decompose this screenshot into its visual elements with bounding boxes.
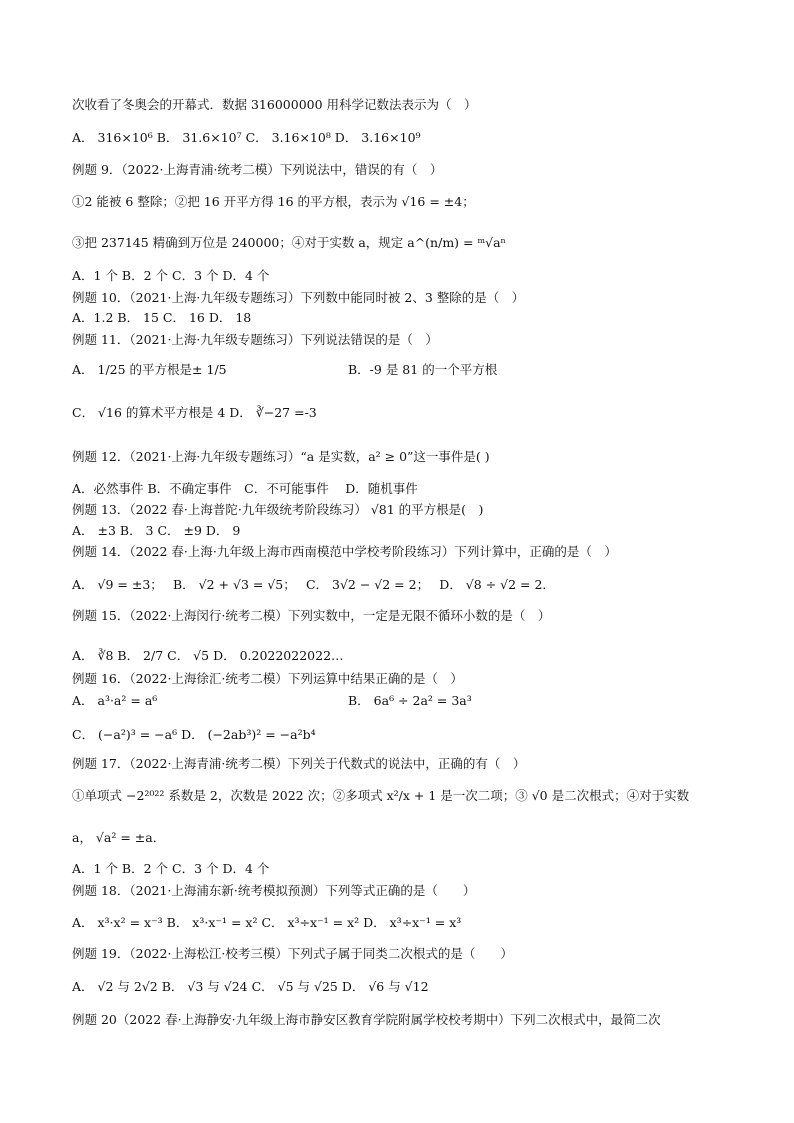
- text-line: 例题 16．（2022·上海徐汇·统考二模）下列运算中结果正确的是（ ）: [72, 671, 463, 686]
- text-line: C． √16 的算术平方根是 4 D． ∛−27 =-3: [72, 405, 317, 420]
- text-line: ①单项式 −2²⁰²² 系数是 2，次数是 2022 次；②多项式 x²/x + 1 是一次二项；③ √0 是二次根式；④对于实数: [72, 788, 690, 803]
- text-line: a， √a² = ±a．: [72, 830, 166, 845]
- text-line: A． 316×10⁶ B． 31.6×10⁷ C． 3.16×10⁸ D． 3.16×10⁹: [72, 130, 421, 145]
- text-line: 例题 12．（2021·上海·九年级专题练习）“a 是实数，a² ≥ 0”这一事件是( ): [72, 449, 490, 464]
- text-line: 例题 14．（2022 春·上海·九年级上海市西南模范中学校考阶段练习）下列计算中，正确的是（ ）: [72, 544, 617, 559]
- text-line: 例题 13．（2022 春·上海普陀·九年级统考阶段练习） √81 的平方根是( ): [72, 502, 484, 517]
- text-line: A．1 个 B．2 个 C．3 个 D．4 个: [72, 861, 270, 876]
- text-line: A． √2 与 2√2 B． √3 与 √24 C． √5 与 √25 D． √6 与 √12: [72, 979, 429, 994]
- text-line: A．必然事件 B．不确定事件 C．不可能事件 D．随机事件: [72, 481, 418, 496]
- text-line: B． 6a⁶ ÷ 2a² = 3a³: [348, 693, 472, 708]
- text-line: 例题 20（2022 春·上海静安·九年级上海市静安区教育学院附属学校校考期中）下列二次根式中，最简二次: [72, 1012, 661, 1027]
- text-line: A． √9 = ±3； B． √2 + √3 = √5； C． 3√2 − √2 = 2； D． √8 ÷ √2 = 2．: [72, 577, 555, 592]
- text-line: B．-9 是 81 的一个平方根: [348, 362, 498, 377]
- text-line: 例题 9．（2022·上海青浦·统考二模）下列说法中，错误的有（ ）: [72, 162, 443, 177]
- text-line: C． (−a²)³ = −a⁶ D． (−2ab³)² = −a²b⁴: [72, 727, 316, 742]
- text-line: A．1 个 B．2 个 C．3 个 D．4 个: [72, 268, 270, 283]
- text-line: 次收看了冬奥会的开幕式．数据 316000000 用科学记数法表示为（ ）: [72, 97, 477, 112]
- text-line: 例题 10．（2021·上海·九年级专题练习）下列数中能同时被 2、3 整除的是（ ）: [72, 290, 525, 305]
- text-line: 例题 17．（2022·上海青浦·统考二模）下列关于代数式的说法中，正确的有（ ）: [72, 756, 526, 771]
- text-line: A． ∛8 B． 2/7 C． √5 D． 0.2022022022…: [72, 648, 344, 663]
- text-line: ①2 能被 6 整除；②把 16 开平方得 16 的平方根，表示为 √16 = ±4；: [72, 194, 475, 209]
- text-line: 例题 19．（2022·上海松江·校考三模）下列式子属于同类二次根式的是（ ）: [72, 946, 513, 961]
- text-line: A． 1/25 的平方根是± 1/5: [72, 362, 227, 377]
- text-line: A． a³·a² = a⁶: [72, 693, 158, 708]
- text-line: 例题 18．（2021·上海浦东新·统考模拟预测）下列等式正确的是（ ）: [72, 883, 476, 898]
- text-line: 例题 11．（2021·上海·九年级专题练习）下列说法错误的是（ ）: [72, 332, 438, 347]
- text-line: A． ±3 B． 3 C． ±9 D． 9: [72, 523, 241, 538]
- text-line: ③把 237145 精确到万位是 240000；④对于实数 a，规定 a^(n/m) = ᵐ√aⁿ: [72, 235, 506, 250]
- text-line: A．1.2 B． 15 C． 16 D． 18: [72, 310, 252, 325]
- text-line: 例题 15．（2022·上海闵行·统考二模）下列实数中，一定是无限不循环小数的是（ ）: [72, 608, 551, 623]
- text-line: A． x³·x² = x⁻³ B． x³·x⁻¹ = x² C． x³÷x⁻¹ = x² D． x³÷x⁻¹ = x³: [72, 915, 462, 930]
